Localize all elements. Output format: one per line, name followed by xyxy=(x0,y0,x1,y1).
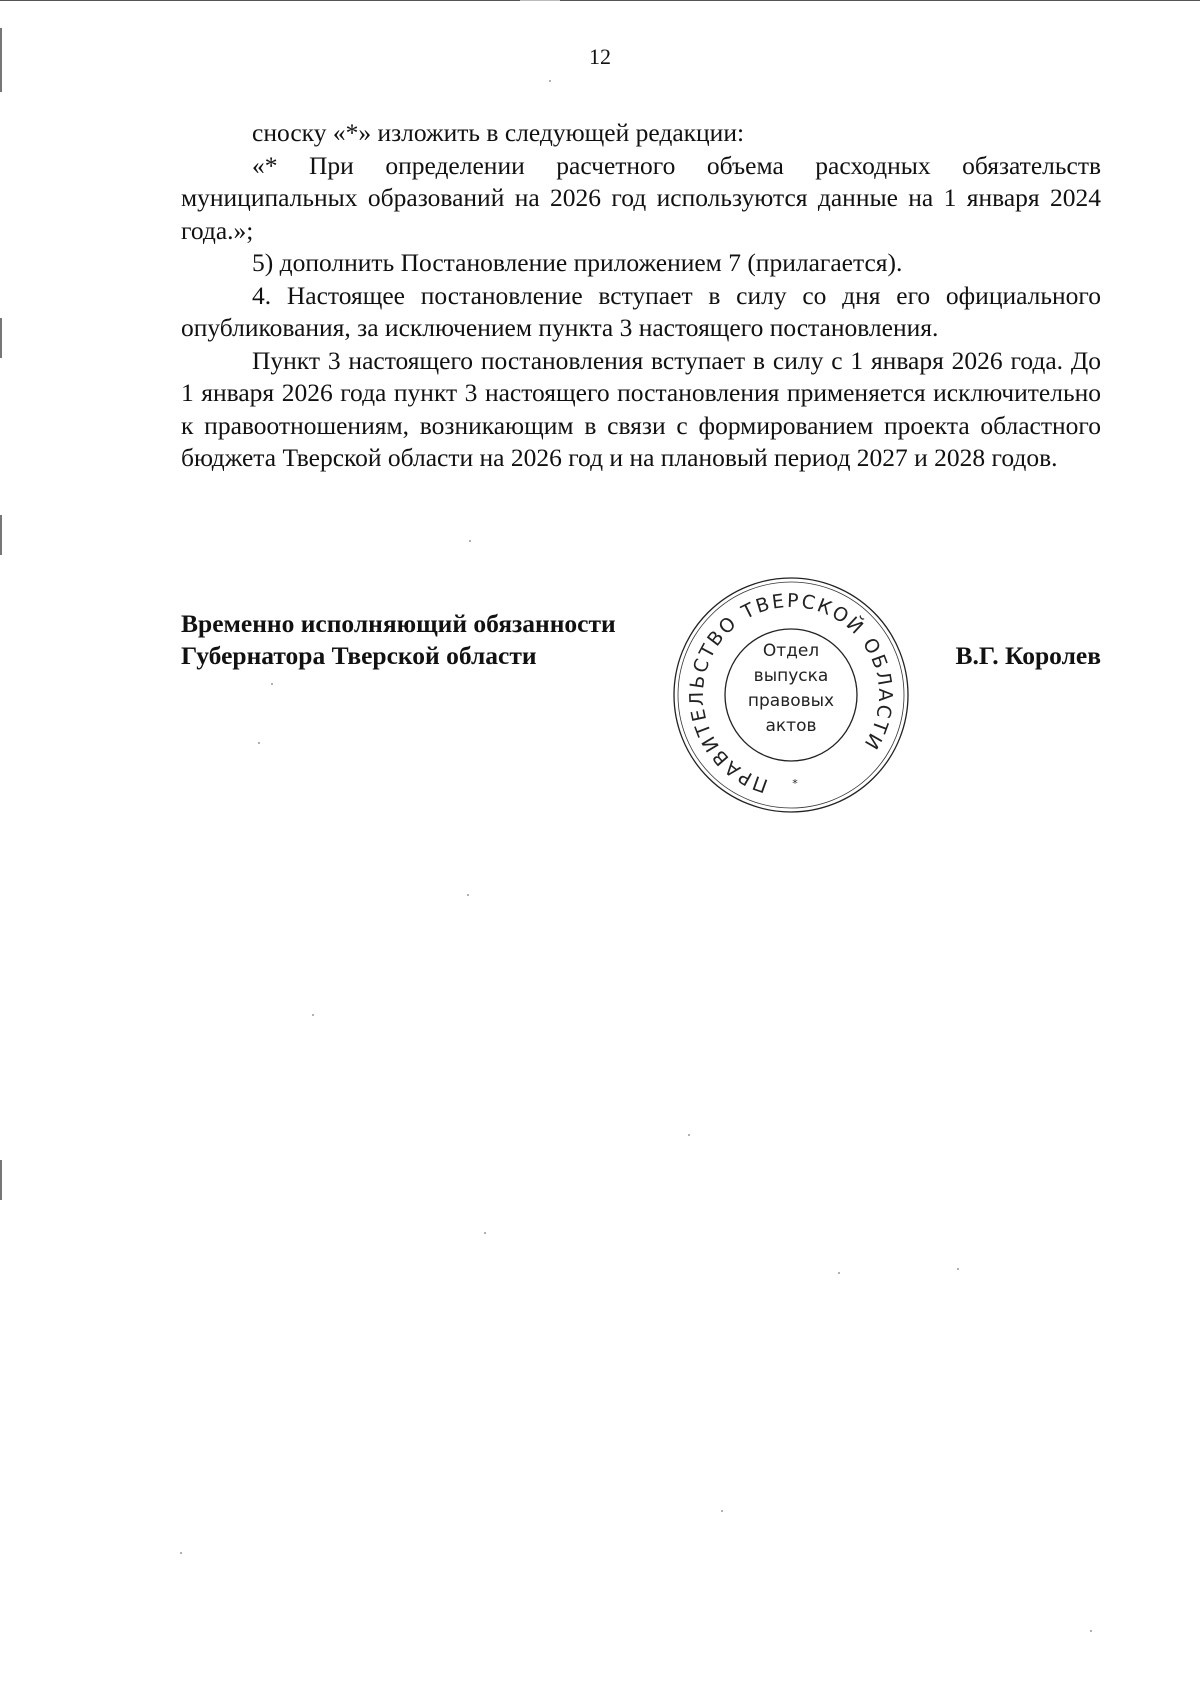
seal-center-text: выпуска xyxy=(753,666,829,686)
scan-speck xyxy=(271,683,273,685)
scan-speck xyxy=(549,80,551,82)
scan-speck xyxy=(721,1510,723,1512)
page-top-edge xyxy=(0,0,1200,1)
scan-speck xyxy=(838,1272,840,1274)
signatory-title xyxy=(181,608,616,672)
signatory-name: В.Г. Королев xyxy=(955,641,1101,670)
seal-center-text: Отдел xyxy=(762,641,820,661)
scan-speck xyxy=(467,894,469,896)
official-seal xyxy=(671,575,911,815)
scan-speck xyxy=(180,1552,182,1554)
scan-speck xyxy=(957,1268,959,1270)
seal-center-text: правовых xyxy=(747,691,835,711)
scan-speck xyxy=(688,1134,690,1136)
paragraph: 5) дополнить Постановление приложением 7 (прилагается). xyxy=(252,248,903,277)
seal-center-text: актов xyxy=(765,716,817,736)
paragraph: Пункт 3 настоящего постановления вступает в силу с 1 января 2026 года. До 1 января 2026 года пункт 3 настоящего постановления применяется исключительно к правоотношениям, возникающим в связи с формированием проекта областного бюджета Тверской области на 2026 год и на плановый период 2027 и 2028 годов. xyxy=(181,345,1101,472)
paragraph: 4. Настоящее постановление вступает в силу со дня его официального опубликования, за исключением пункта 3 настоящего постановления. xyxy=(181,280,1101,342)
scan-edge-mark xyxy=(0,1160,2,1200)
page-number: 12 xyxy=(589,44,611,69)
paragraph: сноску «*» изложить в следующей редакции: xyxy=(252,118,745,147)
paragraph: «* При определении расчетного объема расходных обязательств муниципальных образований на 2026 год используются данные на 1 января 2024 года.»; xyxy=(181,150,1101,245)
signatory-title-line: Губернатора Тверской области xyxy=(181,641,537,670)
document-body xyxy=(181,117,1101,475)
signatory-title-line: Временно исполняющий обязанности xyxy=(181,609,616,638)
scan-speck xyxy=(469,540,471,542)
scan-speck xyxy=(484,1232,486,1234)
seal-star: * xyxy=(792,777,798,790)
scan-speck xyxy=(1090,1630,1092,1632)
scan-edge-mark xyxy=(0,318,2,358)
scan-speck xyxy=(258,742,260,744)
seal-ring-text: ПРАВИТЕЛЬСТВО ТВЕРСКОЙ ОБЛАСТИ xyxy=(685,589,897,797)
scan-edge-mark xyxy=(0,515,2,555)
scan-speck xyxy=(312,1014,314,1016)
